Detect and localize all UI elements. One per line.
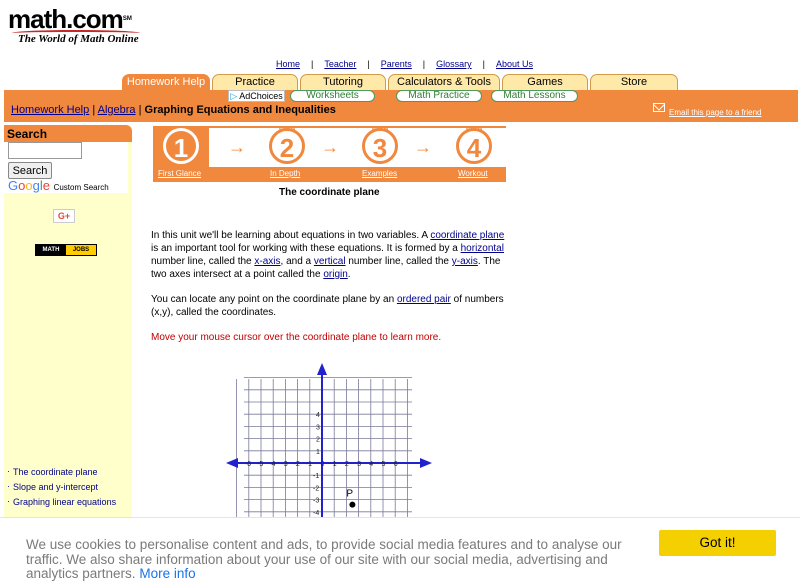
axes <box>226 363 432 523</box>
cookie-accept-button[interactable]: Got it! <box>659 530 776 556</box>
top-link-about-us[interactable]: About Us <box>495 59 533 69</box>
y-tick-label: -4 <box>313 509 320 517</box>
top-link-glossary[interactable]: Glossary <box>436 59 472 69</box>
horizontal-link[interactable]: horizontal <box>460 243 504 254</box>
tab-games[interactable]: Games <box>502 74 588 90</box>
breadcrumb-current: Graphing Equations and Inequalities <box>144 104 336 116</box>
step-2-number: 2 <box>269 128 305 164</box>
step-4[interactable] <box>454 126 494 166</box>
point-group <box>346 489 355 508</box>
x-tick-label: 2 <box>344 461 349 468</box>
search-input[interactable] <box>8 142 82 159</box>
y-tick-label: 2 <box>316 436 320 444</box>
subtab-math-lessons[interactable]: Math Lessons <box>491 90 578 102</box>
cookie-message: We use cookies to personalise content and ads, to provide social media features and to analyse our traffic. We also share information about your use of our site with our social media, advertising and analytics partners. More info <box>26 537 622 581</box>
tab-homework-help[interactable]: Homework Help <box>122 74 210 90</box>
breadcrumb-algebra[interactable]: Algebra <box>97 104 136 116</box>
step-4-number: 4 <box>456 128 492 164</box>
y-tick-label: -1 <box>313 473 320 481</box>
left-sidebar <box>4 125 132 525</box>
lesson-nav-item[interactable]: · The coordinate plane <box>4 465 132 480</box>
cookie-banner <box>0 517 800 588</box>
vertical-link[interactable]: vertical <box>313 256 346 267</box>
ordered-pair-paragraph: You can locate any point on the coordinate plane by an ordered pair of numbers (x,y), called the coordinates. <box>151 294 504 318</box>
search-panel <box>4 142 128 193</box>
tab-tutoring[interactable]: Tutoring <box>300 74 386 90</box>
logo-swoosh <box>12 30 140 36</box>
y-axis-up-arrow <box>317 363 327 375</box>
ordered-pair-link[interactable]: ordered pair <box>396 294 451 305</box>
step-3-number: 3 <box>362 128 398 164</box>
x-tick-label: -5 <box>257 461 264 468</box>
step-label-first-glance[interactable]: First Glance <box>158 169 202 178</box>
mathjobs-banner[interactable]: MATH JOBS <box>35 244 97 256</box>
x-tick-label: -4 <box>269 461 276 468</box>
x-tick-label: 4 <box>369 461 374 468</box>
grid-lines <box>237 378 412 523</box>
x-axis-left-arrow <box>226 458 238 468</box>
arrow-right-icon: → <box>321 137 339 157</box>
step-navigation <box>153 126 506 182</box>
step-1[interactable] <box>153 126 209 167</box>
y-tick-labels <box>313 412 320 517</box>
google-wordmark: Google <box>8 178 50 193</box>
y-tick-label: 1 <box>316 448 320 456</box>
origin-link[interactable]: origin <box>323 269 348 280</box>
step-label-workout[interactable]: Workout <box>458 169 488 178</box>
x-tick-label: 1 <box>332 461 337 468</box>
x-tick-label: 6 <box>393 461 398 468</box>
x-tick-label: 3 <box>357 461 362 468</box>
email-friend-link[interactable]: Email this page to a friend <box>653 103 762 117</box>
google-custom-search-logo: Google Custom Search <box>8 178 109 193</box>
site-logo[interactable] <box>8 6 148 46</box>
envelope-icon <box>653 103 665 112</box>
step-3[interactable] <box>360 126 400 166</box>
breadcrumb-homework-help[interactable]: Homework Help <box>11 104 90 116</box>
instruction-text: Move your mouse cursor over the coordinate plane to learn more. <box>151 332 442 343</box>
search-heading: Search <box>4 125 132 142</box>
y-tick-label: -3 <box>313 497 320 505</box>
page-title: The coordinate plane <box>279 187 380 198</box>
adchoices-button[interactable]: ▷ AdChoices <box>228 90 285 102</box>
y-tick-label: -2 <box>313 485 320 493</box>
google-plus-button[interactable]: G+ <box>53 209 75 223</box>
y-tick-label: 4 <box>316 412 320 420</box>
brand-name: math.com℠ <box>8 4 132 34</box>
step-2[interactable] <box>267 126 307 166</box>
cookie-more-info-link[interactable]: More info <box>139 566 196 581</box>
lesson-nav-item[interactable]: · Slope and y-intercept <box>4 480 132 495</box>
top-links: Home | Teacher | Parents | Glossary | About Us <box>276 59 533 69</box>
coordinate-plane-link[interactable]: coordinate plane <box>430 230 505 241</box>
brand-tagline: The World of Math Online <box>18 33 139 45</box>
x-tick-label: 0 <box>320 461 325 468</box>
top-link-parents[interactable]: Parents <box>380 59 412 69</box>
x-tick-label: -1 <box>305 461 313 468</box>
tab-practice[interactable]: Practice <box>212 74 298 90</box>
x-axis-link[interactable]: x-axis <box>254 256 281 267</box>
step-label-examples[interactable]: Examples <box>362 169 398 178</box>
lesson-content <box>151 229 507 356</box>
breadcrumb: Homework Help | Algebra | Graphing Equations and Inequalities <box>11 104 336 116</box>
subtab-math-practice[interactable]: Math Practice <box>396 90 482 102</box>
adchoices-icon: ▷ <box>230 91 238 101</box>
y-tick-label: 3 <box>316 424 320 432</box>
lesson-nav-item[interactable]: · Graphing linear equations <box>4 495 132 510</box>
x-axis-right-arrow <box>420 458 432 468</box>
intro-paragraph: In this unit we'll be learning about equations in two variables. A coordinate plane is an important tool for working with these equations. It is formed by a horizontal number line, called the x-axis, and a vertical number line, called the y-axis. The two axes intersect at a point called the origin. <box>151 230 505 280</box>
top-link-home[interactable]: Home <box>276 59 301 69</box>
tab-store[interactable]: Store <box>590 74 678 90</box>
step-1-number: 1 <box>163 128 199 164</box>
arrow-right-icon: → <box>414 137 432 157</box>
top-link-teacher[interactable]: Teacher <box>324 59 357 69</box>
x-tick-label: -6 <box>244 461 252 468</box>
point-p-marker <box>349 502 355 508</box>
lesson-nav <box>4 465 132 510</box>
x-tick-label: 5 <box>381 461 386 468</box>
x-tick-label: -3 <box>281 461 288 468</box>
subtab-worksheets[interactable]: Worksheets <box>290 90 375 102</box>
arrow-right-icon: → <box>228 137 246 157</box>
point-p-label: P <box>346 488 354 500</box>
x-tick-label: -2 <box>293 461 300 468</box>
coordinate-plane[interactable] <box>226 363 436 523</box>
tab-calculators-tools[interactable]: Calculators & Tools <box>388 74 500 90</box>
search-button[interactable]: Search <box>8 162 52 179</box>
step-label-in-depth[interactable]: In Depth <box>270 169 301 178</box>
y-axis-link[interactable]: y-axis <box>451 256 478 267</box>
